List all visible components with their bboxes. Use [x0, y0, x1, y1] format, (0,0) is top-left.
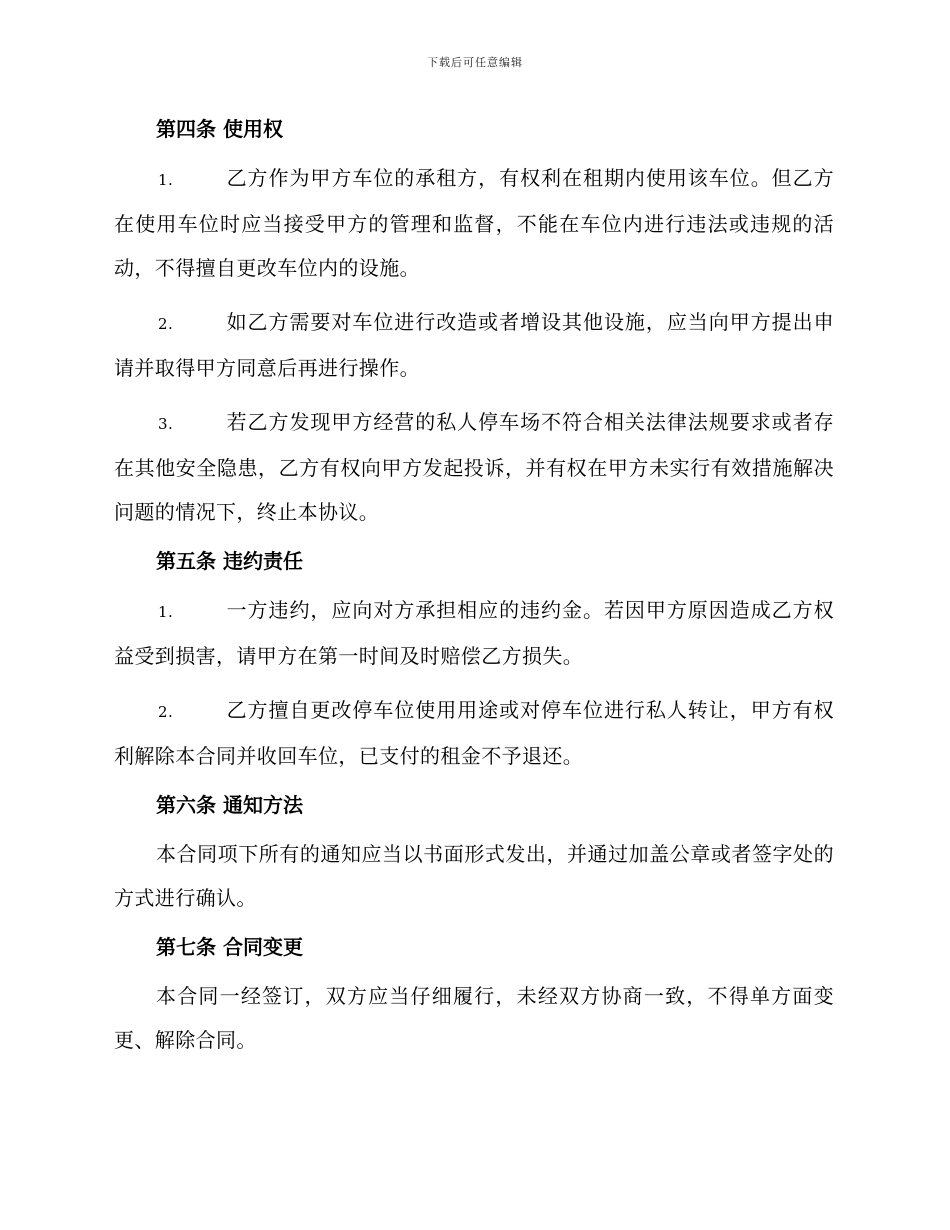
header-note: 下载后可任意编辑 [427, 56, 523, 69]
clause-text: 如乙方需要对车位进行改造或者增设其他设施，应当向甲方提出申请并取得甲方同意后再进行操作。 [114, 310, 834, 380]
clause-paragraph: 本合同一经签订，双方应当仔细履行，未经双方协商一致，不得单方面变更、解除合同。 [114, 984, 834, 1052]
clause-item [114, 588, 834, 678]
clause-text: 乙方擅自更改停车位使用用途或对停车位进行私人转让，甲方有权利解除本合同并收回车位，已支付的租金不予退还。 [114, 698, 834, 768]
clause-text: 乙方作为甲方车位的承租方，有权利在租期内使用该车位。但乙方在使用车位时应当接受甲方的管理和监督，不能在车位内进行违法或违规的活动，不得擅自更改车位内的设施。 [114, 166, 834, 280]
clause-number: 2. [158, 315, 174, 333]
clause-number: 1. [158, 171, 174, 189]
clause-text: 一方违约，应向对方承担相应的违约金。若因甲方原因造成乙方权益受到损害，请甲方在第一时间及时赔偿乙方损失。 [114, 598, 834, 668]
clause-number: 3. [158, 415, 174, 433]
clause-item [114, 400, 834, 534]
section-heading-5: 第五条 违约责任 [156, 549, 303, 573]
clause-text: 若乙方发现甲方经营的私人停车场不符合相关法律法规要求或者存在其他安全隐患，乙方有权向甲方发起投诉，并有权在甲方未实行有效措施解决问题的情况下，终止本协议。 [114, 410, 834, 524]
section-heading-7: 第七条 合同变更 [156, 935, 303, 959]
document-body [114, 112, 834, 1072]
clause-item [114, 300, 834, 390]
section-heading-4: 第四条 使用权 [156, 117, 283, 141]
clause-number: 1. [158, 603, 174, 621]
clause-paragraph: 本合同项下所有的通知应当以书面形式发出，并通过加盖公章或者签字处的方式进行确认。 [114, 842, 834, 910]
section-heading-6: 第六条 通知方法 [156, 793, 303, 817]
clause-item [114, 688, 834, 778]
clause-number: 2. [158, 703, 174, 721]
clause-item [114, 156, 834, 290]
